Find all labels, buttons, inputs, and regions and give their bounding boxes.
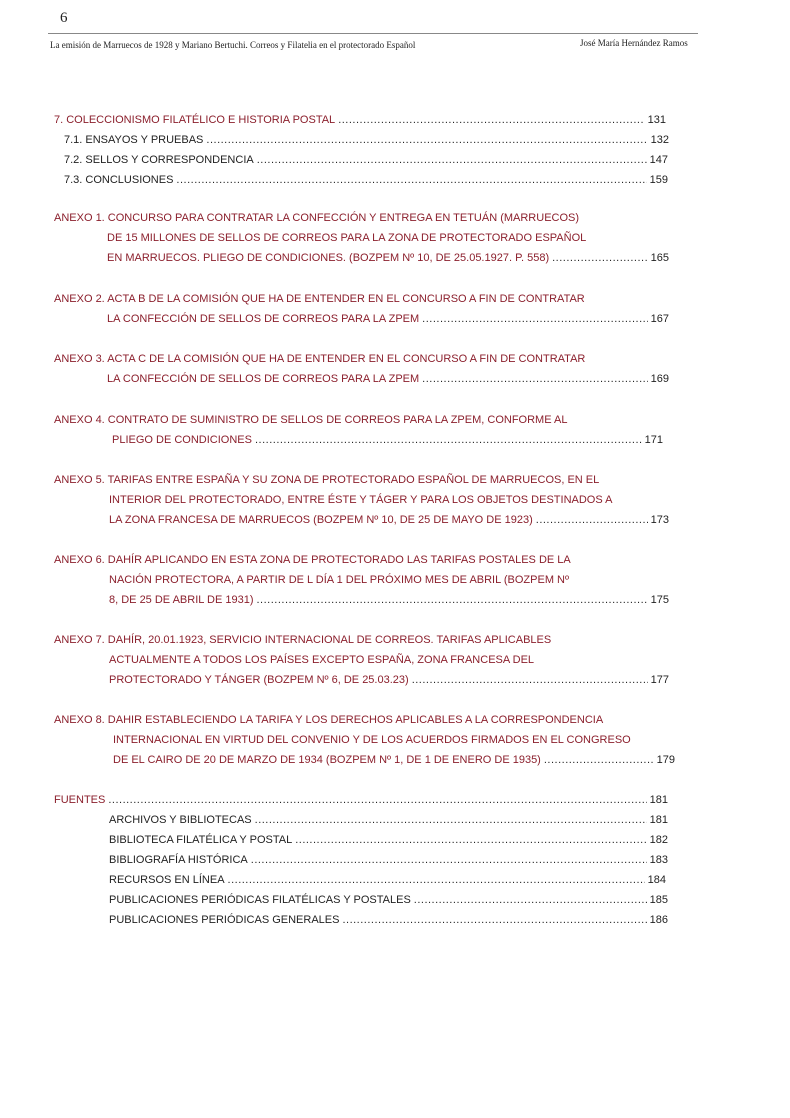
header-rule xyxy=(48,33,698,34)
dot-leader xyxy=(257,153,647,167)
toc-entry-section-7-2[interactable] xyxy=(64,153,668,167)
toc-entry-section-7-3[interactable] xyxy=(64,173,668,187)
dot-leader xyxy=(228,873,645,887)
toc-entry-line: NACIÓN PROTECTORA, A PARTIR DE L DÍA 1 DEL PRÓXIMO MES DE ABRIL (BOZPEM Nº xyxy=(109,574,570,586)
toc-entry-page: 181 xyxy=(649,814,668,826)
toc-entry-section-7-1[interactable] xyxy=(64,133,669,147)
toc-entry-label: 8, DE 25 DE ABRIL DE 1931) xyxy=(109,594,254,606)
toc-entry-last-line xyxy=(109,513,669,527)
toc-entry-recursos-en-linea[interactable] xyxy=(109,873,666,887)
toc-entry-page: 173 xyxy=(650,514,669,526)
dot-leader xyxy=(552,251,648,265)
toc-entry-label: LA CONFECCIÓN DE SELLOS DE CORREOS PARA LA ZPEM xyxy=(107,373,420,385)
toc-entry-page: 185 xyxy=(649,894,668,906)
dot-leader xyxy=(295,833,646,847)
toc-entry-last-line xyxy=(113,753,675,767)
dot-leader xyxy=(257,593,648,607)
dot-leader xyxy=(255,433,642,447)
toc-entry-label: 7. COLECCIONISMO FILATÉLICO E HISTORIA POSTAL xyxy=(54,114,336,126)
toc-entry-line: ANEXO 1. CONCURSO PARA CONTRATAR LA CONFECCIÓN Y ENTREGA EN TETUÁN (MARRUECOS) xyxy=(54,212,580,224)
toc-entry-last-line xyxy=(109,673,669,687)
dot-leader xyxy=(536,513,648,527)
toc-entry-label: BIBLIOGRAFÍA HISTÓRICA xyxy=(109,854,248,866)
running-header-title: La emisión de Marruecos de 1928 y Mariano Bertuchi. Correos y Filatelia en el protectorado Español xyxy=(50,40,416,50)
toc-entry-label: BIBLIOTECA FILATÉLICA Y POSTAL xyxy=(109,834,293,846)
toc-entry-line: ANEXO 7. DAHÍR, 20.01.1923, SERVICIO INTERNACIONAL DE CORREOS. TARIFAS APLICABLES xyxy=(54,634,552,646)
toc-entry-page: 147 xyxy=(649,154,668,166)
toc-entry-label: FUENTES xyxy=(54,794,106,806)
toc-entry-publicaciones-filatelicas[interactable] xyxy=(109,893,668,907)
toc-entry-page: 177 xyxy=(650,674,669,686)
toc-entry-line: ANEXO 2. ACTA B DE LA COMISIÓN QUE HA DE ENTENDER EN EL CONCURSO A FIN DE CONTRATAR xyxy=(54,293,585,305)
dot-leader xyxy=(255,813,647,827)
toc-entry-line: DE 15 MILLONES DE SELLOS DE CORREOS PARA LA ZONA DE PROTECTORADO ESPAÑOL xyxy=(107,232,587,244)
toc-entry-page: 159 xyxy=(649,174,668,186)
toc-entry-label: PLIEGO DE CONDICIONES xyxy=(112,434,252,446)
dot-leader xyxy=(544,753,654,767)
toc-entry-line: ANEXO 8. DAHIR ESTABLECIENDO LA TARIFA Y LOS DERECHOS APLICABLES A LA CORRESPONDENCIA xyxy=(54,714,604,726)
toc-entry-label: 7.3. CONCLUSIONES xyxy=(64,174,174,186)
toc-entry-label: ARCHIVOS Y BIBLIOTECAS xyxy=(109,814,252,826)
toc-entry-line: ACTUALMENTE A TODOS LOS PAÍSES EXCEPTO ESPAÑA, ZONA FRANCESA DEL xyxy=(109,654,535,666)
toc-entry-line: ANEXO 6. DAHÍR APLICANDO EN ESTA ZONA DE PROTECTORADO LAS TARIFAS POSTALES DE LA xyxy=(54,554,571,566)
toc-entry-label: DE EL CAIRO DE 20 DE MARZO DE 1934 (BOZPEM Nº 1, DE 1 DE ENERO DE 1935) xyxy=(113,754,541,766)
toc-entry-page: 132 xyxy=(650,134,669,146)
toc-entry-last-line xyxy=(112,433,663,447)
dot-leader xyxy=(108,793,646,807)
toc-entry-label: PUBLICACIONES PERIÓDICAS FILATÉLICAS Y POSTALES xyxy=(109,894,411,906)
toc-entry-last-line xyxy=(107,372,669,386)
toc-entry-fuentes[interactable] xyxy=(54,793,668,807)
toc-entry-line: ANEXO 5. TARIFAS ENTRE ESPAÑA Y SU ZONA DE PROTECTORADO ESPAÑOL DE MARRUECOS, EN EL xyxy=(54,474,600,486)
toc-entry-label: 7.2. SELLOS Y CORRESPONDENCIA xyxy=(64,154,254,166)
toc-entry-page: 182 xyxy=(649,834,668,846)
toc-entry-label: LA CONFECCIÓN DE SELLOS DE CORREOS PARA LA ZPEM xyxy=(107,313,420,325)
dot-leader xyxy=(176,173,646,187)
dot-leader xyxy=(422,372,647,386)
dot-leader xyxy=(412,673,648,687)
toc-entry-page: 184 xyxy=(647,874,666,886)
toc-entry-page: 183 xyxy=(649,854,668,866)
toc-entry-page: 165 xyxy=(650,252,669,264)
dot-leader xyxy=(342,913,646,927)
toc-entry-line: INTERNACIONAL EN VIRTUD DEL CONVENIO Y DE LOS ACUERDOS FIRMADOS EN EL CONGRESO xyxy=(113,734,631,746)
dot-leader xyxy=(422,312,647,326)
toc-entry-last-line xyxy=(109,593,669,607)
toc-entry-label: PROTECTORADO Y TÁNGER (BOZPEM Nº 6, DE 25.03.23) xyxy=(109,674,409,686)
toc-entry-label: PUBLICACIONES PERIÓDICAS GENERALES xyxy=(109,914,340,926)
toc-entry-publicaciones-generales[interactable] xyxy=(109,913,668,927)
toc-entry-section-7[interactable] xyxy=(54,113,666,127)
toc-entry-label: RECURSOS EN LÍNEA xyxy=(109,874,225,886)
dot-leader xyxy=(414,893,647,907)
toc-entry-label: EN MARRUECOS. PLIEGO DE CONDICIONES. (BOZPEM Nº 10, DE 25.05.1927. P. 558) xyxy=(107,252,550,264)
toc-entry-page: 171 xyxy=(644,434,663,446)
toc-entry-label: LA ZONA FRANCESA DE MARRUECOS (BOZPEM Nº 10, DE 25 DE MAYO DE 1923) xyxy=(109,514,533,526)
toc-entry-line: ANEXO 4. CONTRATO DE SUMINISTRO DE SELLOS DE CORREOS PARA LA ZPEM, CONFORME AL xyxy=(54,414,568,426)
toc-entry-biblioteca-filatelica[interactable] xyxy=(109,833,668,847)
page-number: 6 xyxy=(60,10,68,26)
toc-entry-line: INTERIOR DEL PROTECTORADO, ENTRE ÉSTE Y TÁGER Y PARA LOS OBJETOS DESTINADOS A xyxy=(109,494,613,506)
toc-entry-bibliografia-historica[interactable] xyxy=(109,853,668,867)
toc-entry-page: 179 xyxy=(656,754,675,766)
dot-leader xyxy=(251,853,647,867)
dot-leader xyxy=(206,133,647,147)
toc-entry-page: 181 xyxy=(649,794,668,806)
toc-entry-last-line xyxy=(107,312,669,326)
toc-entry-page: 167 xyxy=(650,313,669,325)
dot-leader xyxy=(338,113,644,127)
toc-entry-page: 131 xyxy=(647,114,666,126)
toc-entry-line: ANEXO 3. ACTA C DE LA COMISIÓN QUE HA DE ENTENDER EN EL CONCURSO A FIN DE CONTRATAR xyxy=(54,353,586,365)
running-header-author: José María Hernández Ramos xyxy=(580,38,688,48)
toc-entry-label: 7.1. ENSAYOS Y PRUEBAS xyxy=(64,134,204,146)
toc-entry-page: 169 xyxy=(650,373,669,385)
toc-entry-page: 186 xyxy=(649,914,668,926)
toc-entry-page: 175 xyxy=(650,594,669,606)
toc-entry-last-line xyxy=(107,251,669,265)
toc-entry-archivos-bibliotecas[interactable] xyxy=(109,813,668,827)
